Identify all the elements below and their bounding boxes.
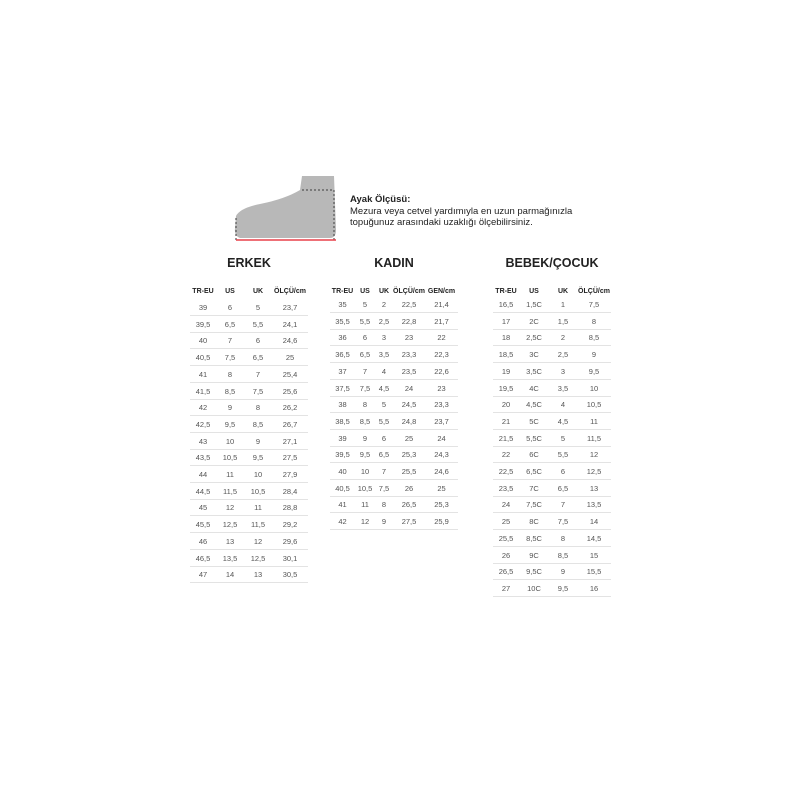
table-cell: 24 [393,381,425,397]
table-cell: 8,5 [577,330,611,346]
table-cell: 20 [493,397,519,413]
table-cell: 27,5 [272,450,308,466]
table-cell: 3,5C [519,364,549,380]
table-cell: 16 [577,581,611,597]
table-cell: 42,5 [190,417,216,433]
table-cell: 26,5 [393,497,425,513]
table-cell: 27,5 [393,514,425,530]
table-cell: 22,3 [425,347,458,363]
table-cell: 13 [216,534,244,550]
table-cell: 1,5 [549,314,577,330]
table-cell: 21,5 [493,431,519,447]
table-row [330,364,458,380]
table-cell: 2,5 [549,347,577,363]
table-cell: 9 [549,564,577,580]
table-cell: 25,5 [393,464,425,480]
table-cell: 41 [330,497,355,513]
measure-title: Ayak Ölçüsü: [350,194,411,205]
table-cell: 40,5 [330,481,355,497]
table-cell: 3,5 [375,347,393,363]
header-row [190,288,308,295]
table-cell: 24 [493,497,519,513]
table-cell: 25 [272,350,308,366]
table-cell: 22,5 [393,297,425,313]
table-cell: 18 [493,330,519,346]
table-cell: 12 [355,514,375,530]
table-cell: 3 [375,330,393,346]
table-row [330,381,458,397]
table-row [493,297,611,313]
table-row [330,297,458,313]
table-cell: 43 [190,434,216,450]
header-row [493,288,611,295]
table-row [493,514,611,530]
table-cell: 5 [244,300,272,316]
table-cell: 22 [425,330,458,346]
table-row [190,467,308,483]
table-cell: 7C [519,481,549,497]
table-cell: 6,5 [549,481,577,497]
table-cell: 17 [493,314,519,330]
table-cell: 11 [216,467,244,483]
table-cell: 23,7 [425,414,458,430]
table-row [330,447,458,463]
header-cell: TR-EU [192,288,214,295]
table-cell: 38 [330,397,355,413]
table-cell: 41,5 [190,384,216,400]
header-cell: US [529,288,539,295]
header-cell: ÖLÇÜ/cm [578,288,610,295]
header-row [330,288,458,295]
table-cell: 24,3 [425,447,458,463]
table-cell: 23 [393,330,425,346]
table-cell: 7 [244,367,272,383]
table-cell: 13 [244,567,272,583]
table-row [330,330,458,346]
table-cell: 44 [190,467,216,483]
table-row [330,347,458,363]
table-cell: 4,5 [375,381,393,397]
table-cell: 23,5 [393,364,425,380]
table-row [330,464,458,480]
table-cell: 22,6 [425,364,458,380]
table-cell: 10,5 [244,484,272,500]
header-cell: US [225,288,235,295]
table-cell: 26 [393,481,425,497]
table-row [190,517,308,533]
table-cell: 14 [216,567,244,583]
table-cell: 6,5 [355,347,375,363]
table-row [190,434,308,450]
table-cell: 26,7 [272,417,308,433]
table-cell: 7,5 [216,350,244,366]
table-cell: 11,5 [244,517,272,533]
table-row [493,397,611,413]
table-cell: 27,9 [272,467,308,483]
table-row [190,450,308,466]
table-cell: 2 [375,297,393,313]
table-cell: 36,5 [330,347,355,363]
table-cell: 10 [244,467,272,483]
table-cell: 4,5C [519,397,549,413]
table-row [190,551,308,567]
table-cell: 42 [330,514,355,530]
table-cell: 14 [577,514,611,530]
table-row [493,431,611,447]
table-row [493,531,611,547]
table-cell: 40,5 [190,350,216,366]
table-cell: 19,5 [493,381,519,397]
table-cell: 5 [355,297,375,313]
table-cell: 29,2 [272,517,308,533]
table-cell: 22,8 [393,314,425,330]
table-cell: 9 [577,347,611,363]
header-cell: UK [557,288,569,295]
table-cell: 8 [216,367,244,383]
table-cell: 25,3 [393,447,425,463]
table-row [190,333,308,349]
table-cell: 46 [190,534,216,550]
table-cell: 10,5 [216,450,244,466]
table-row [493,364,611,380]
table-cell: 15,5 [577,564,611,580]
table-cell: 7,5 [577,297,611,313]
table-cell: 2,5 [375,314,393,330]
table-cell: 7,5C [519,497,549,513]
table-cell: 39 [330,431,355,447]
table-cell: 23,3 [425,397,458,413]
table-cell: 4 [549,397,577,413]
table-cell: 45 [190,500,216,516]
table-cell: 8,5 [355,414,375,430]
table-row [493,381,611,397]
table-cell: 41 [190,367,216,383]
table-cell: 8,5 [216,384,244,400]
table-cell: 23,5 [493,481,519,497]
table-cell: 10 [577,381,611,397]
table-cell: 6 [549,464,577,480]
table-cell: 12 [216,500,244,516]
table-cell: 13,5 [216,551,244,567]
table-cell: 30,5 [272,567,308,583]
table-cell: 26,5 [493,564,519,580]
table-cell: 9,5 [355,447,375,463]
table-cell: 45,5 [190,517,216,533]
table-cell: 25,9 [425,514,458,530]
table-cell: 9,5 [549,581,577,597]
table-cell: 11 [577,414,611,430]
table-cell: 4C [519,381,549,397]
table-cell: 28,8 [272,500,308,516]
table-row [190,500,308,516]
table-cell: 25,3 [425,497,458,513]
table-cell: 6 [216,300,244,316]
table-cell: 4 [375,364,393,380]
table-cell: 26,2 [272,400,308,416]
measurement-instructions [350,194,580,229]
table-cell: 13 [577,481,611,497]
table-cell: 35 [330,297,355,313]
table-row [190,300,308,316]
table-cell: 6,5 [375,447,393,463]
table-cell: 6,5 [244,350,272,366]
table-cell: 23,7 [272,300,308,316]
table-cell: 26 [493,548,519,564]
table-cell: 23 [425,381,458,397]
table-cell: 21,4 [425,297,458,313]
table-cell: 37,5 [330,381,355,397]
table-cell: 9C [519,548,549,564]
table-cell: 9 [216,400,244,416]
table-cell: 12,5 [216,517,244,533]
table-cell: 9,5C [519,564,549,580]
table-row [190,534,308,550]
table-row [190,417,308,433]
table-row [493,464,611,480]
table-row [330,314,458,330]
table-cell: 5 [375,397,393,413]
table-cell: 6 [355,330,375,346]
table-cell: 25,6 [272,384,308,400]
table-row [493,414,611,430]
table-cell: 6,5C [519,464,549,480]
table-cell: 36 [330,330,355,346]
table-cell: 24,6 [272,333,308,349]
table-cell: 7,5 [355,381,375,397]
table-row [493,347,611,363]
table-cell: 9,5 [577,364,611,380]
table-cell: 5,5 [355,314,375,330]
table-row [330,497,458,513]
table-cell: 19 [493,364,519,380]
table-cell: 10C [519,581,549,597]
table-cell: 47 [190,567,216,583]
table-cell: 9 [244,434,272,450]
table-row [190,400,308,416]
table-row [493,581,611,597]
table-cell: 8 [375,497,393,513]
table-cell: 6 [375,431,393,447]
table-cell: 7,5 [549,514,577,530]
table-cell: 25,4 [272,367,308,383]
table-cell: 7,5 [244,384,272,400]
table-cell: 11 [244,500,272,516]
table-cell: 4,5 [549,414,577,430]
table-cell: 25,5 [493,531,519,547]
table-cell: 11,5 [577,431,611,447]
table-cell: 22,5 [493,464,519,480]
table-cell: 21 [493,414,519,430]
table-cell: 39,5 [330,447,355,463]
table-cell: 14,5 [577,531,611,547]
table-cell: 24,1 [272,317,308,333]
table-cell: 24,5 [393,397,425,413]
table-cell: 28,4 [272,484,308,500]
table-cell: 5 [549,431,577,447]
table-cell: 5,5 [375,414,393,430]
table-title-kadin: KADIN [374,256,414,270]
table-cell: 7 [355,364,375,380]
table-cell: 8C [519,514,549,530]
table-cell: 3 [549,364,577,380]
table-cell: 25 [425,481,458,497]
table-cell: 37 [330,364,355,380]
table-cell: 1 [549,297,577,313]
table-cell: 7 [216,333,244,349]
table-cell: 40 [330,464,355,480]
table-cell: 22 [493,447,519,463]
table-row [330,414,458,430]
table-cell: 38,5 [330,414,355,430]
table-cell: 8 [577,314,611,330]
table-cell: 9,5 [244,450,272,466]
table-cell: 13,5 [577,497,611,513]
table-cell: 40 [190,333,216,349]
table-cell: 15 [577,548,611,564]
table-row [190,350,308,366]
table-row [190,367,308,383]
table-cell: 16,5 [493,297,519,313]
table-cell: 35,5 [330,314,355,330]
table-cell: 2 [549,330,577,346]
header-cell: ÖLÇÜ/cm [393,288,425,295]
header-cell: UK [252,288,264,295]
table-cell: 21,7 [425,314,458,330]
table-row [190,384,308,400]
table-cell: 8 [355,397,375,413]
measure-line1: Mezura veya cetvel yardımıyla en uzun parmağınızla [350,205,573,217]
table-cell: 39,5 [190,317,216,333]
table-cell: 10,5 [355,481,375,497]
table-cell: 29,6 [272,534,308,550]
table-row [190,317,308,333]
table-row [493,481,611,497]
table-cell: 12,5 [244,551,272,567]
table-row [493,330,611,346]
table-cell: 3,5 [549,381,577,397]
table-cell: 5C [519,414,549,430]
table-cell: 42 [190,400,216,416]
table-title-bebek: BEBEK/ÇOCUK [505,256,599,270]
table-row [493,314,611,330]
table-title-erkek: ERKEK [227,256,271,270]
table-cell: 25 [393,431,425,447]
header-cell: TR-EU [495,288,517,295]
table-cell: 39 [190,300,216,316]
table-cell: 1,5C [519,297,549,313]
table-cell: 7 [375,464,393,480]
table-cell: 5,5 [244,317,272,333]
measure-line2: topuğunuz arasındaki uzaklığı ölçebilirsiniz. [350,217,533,228]
table-cell: 9 [355,431,375,447]
table-cell: 24,8 [393,414,425,430]
table-cell: 12 [244,534,272,550]
table-cell: 9,5 [216,417,244,433]
table-row [190,567,308,583]
header-cell: ÖLÇÜ/cm [274,288,306,295]
table-row [493,447,611,463]
table-row [493,564,611,580]
table-cell: 12 [577,447,611,463]
table-cell: 5,5C [519,431,549,447]
table-cell: 11,5 [216,484,244,500]
table-cell: 25 [493,514,519,530]
header-cell: GEN/cm [427,288,456,295]
table-cell: 24 [425,431,458,447]
table-cell: 12,5 [577,464,611,480]
table-cell: 5,5 [549,447,577,463]
table-cell: 3C [519,347,549,363]
table-cell: 7 [549,497,577,513]
table-cell: 2,5C [519,330,549,346]
table-cell: 8,5C [519,531,549,547]
table-cell: 8,5 [244,417,272,433]
table-cell: 30,1 [272,551,308,567]
table-cell: 10 [355,464,375,480]
table-row [493,497,611,513]
table-cell: 6,5 [216,317,244,333]
table-cell: 10,5 [577,397,611,413]
table-cell: 18,5 [493,347,519,363]
table-cell: 46,5 [190,551,216,567]
table-cell: 8 [244,400,272,416]
table-cell: 9 [375,514,393,530]
foot-measurement-icon [230,168,342,244]
header-cell: US [360,288,370,295]
table-cell: 44,5 [190,484,216,500]
table-cell: 2C [519,314,549,330]
table-cell: 7,5 [375,481,393,497]
table-cell: 6 [244,333,272,349]
table-cell: 43,5 [190,450,216,466]
table-cell: 23,3 [393,347,425,363]
table-row [493,548,611,564]
table-cell: 27,1 [272,434,308,450]
table-cell: 10 [216,434,244,450]
table-row [330,397,458,413]
table-cell: 24,6 [425,464,458,480]
table-cell: 11 [355,497,375,513]
table-cell: 8 [549,531,577,547]
table-cell: 27 [493,581,519,597]
table-row [190,484,308,500]
table-row [330,514,458,530]
table-cell: 6C [519,447,549,463]
table-row [330,481,458,497]
header-cell: UK [378,288,390,295]
table-row [330,431,458,447]
header-cell: TR-EU [331,288,354,295]
table-cell: 8,5 [549,548,577,564]
